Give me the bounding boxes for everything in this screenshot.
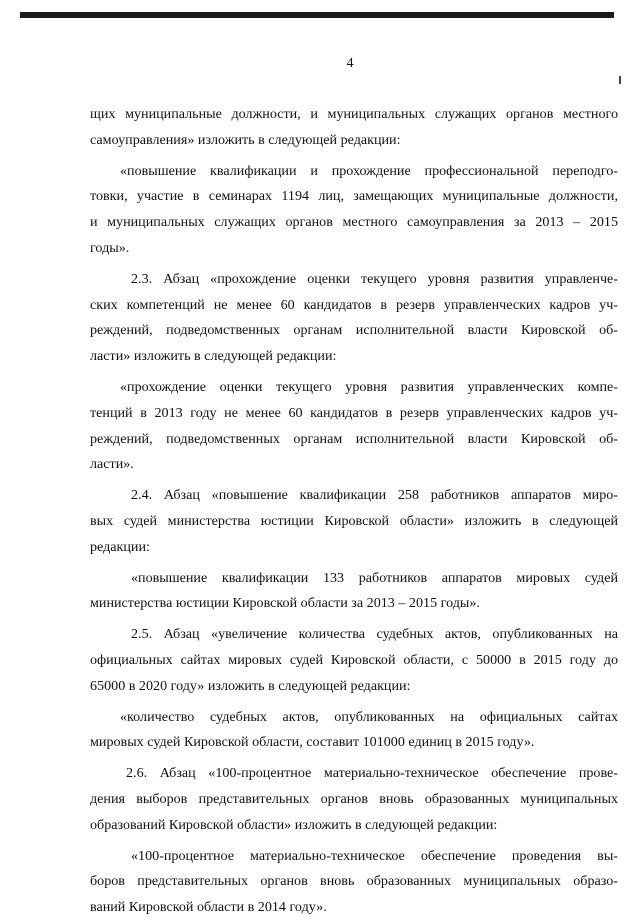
text-line: реждений, подведомственных органам исполнительной власти Кировской об- <box>90 322 618 339</box>
paragraph <box>90 102 618 154</box>
text-line: боров представительных органов вновь образованных муниципальных образо- <box>90 873 618 890</box>
page-top-border <box>20 12 614 18</box>
text-line: 2.6. Абзац «100-процентное материально-техническое обеспечение прове- <box>126 765 618 782</box>
text-line: товки, участие в семинарах 1194 лиц, замещающих муниципальные должности, <box>90 188 618 205</box>
text-line: 2.4. Абзац «повышение квалификации 258 работников аппаратов миро- <box>131 487 618 504</box>
page-number: 4 <box>346 56 354 71</box>
text-line: официальных сайтах мировых судей Кировской области, с 50000 в 2015 году до <box>90 651 618 668</box>
paragraph <box>90 184 618 261</box>
text-line: образований Кировской области» изложить в следующей редакции: <box>90 816 498 833</box>
text-line: 65000 в 2020 году» изложить в следующей редакции: <box>90 677 411 694</box>
paragraph <box>90 591 618 617</box>
text-line: ваний Кировской области в 2014 году». <box>90 899 327 916</box>
text-line: «количество судебных актов, опубликованных на официальных сайтах <box>120 708 618 725</box>
paragraph <box>90 648 618 700</box>
text-line: «100-процентное материально-техническое обеспечение проведения вы- <box>131 847 618 864</box>
text-line: годы». <box>90 239 130 256</box>
paragraph <box>90 787 618 839</box>
text-line: 2.5. Абзац «увеличение количества судебных актов, опубликованных на <box>131 626 618 643</box>
paragraph <box>90 267 618 293</box>
paragraph <box>90 622 618 648</box>
text-line: самоуправления» изложить в следующей редакции: <box>90 131 401 148</box>
scan-edge-mark <box>619 76 621 84</box>
text-line: 2.3. Абзац «прохождение оценки текущего уровня развития управленче- <box>131 270 618 287</box>
text-line: «прохождение оценки текущего уровня развития управленческих компе- <box>120 378 618 395</box>
text-line: «повышение квалификации и прохождение профессиональной переподго- <box>120 162 618 179</box>
paragraph <box>90 401 618 478</box>
text-line: мировых судей Кировской области, составит 101000 единиц в 2015 году». <box>90 734 535 751</box>
paragraph <box>90 375 618 401</box>
text-line: дения выборов представительных органов вновь образованных муниципальных <box>90 790 618 807</box>
text-line: вых судей министерства юстиции Кировской области» изложить в следующей <box>90 512 618 529</box>
paragraph <box>90 483 618 509</box>
paragraph <box>90 159 618 185</box>
text-line: ских компетенций не менее 60 кандидатов в резерв управленческих кадров уч- <box>90 296 618 313</box>
paragraph <box>90 869 618 921</box>
paragraph <box>90 761 618 787</box>
text-line: редакции: <box>90 538 150 555</box>
text-line: «повышение квалификации 133 работников аппаратов мировых судей <box>131 569 618 586</box>
document-body <box>90 102 618 921</box>
paragraph <box>90 844 618 870</box>
paragraph <box>90 509 618 561</box>
paragraph <box>90 705 618 731</box>
paragraph <box>90 293 618 370</box>
text-line: щих муниципальные должности, и муниципальных служащих органов местного <box>90 106 618 122</box>
text-line: и муниципальных служащих органов местного самоуправления за 2013 – 2015 <box>90 214 618 231</box>
paragraph <box>90 566 618 592</box>
text-line: ласти». <box>90 456 134 473</box>
paragraph <box>90 730 618 756</box>
text-line: министерства юстиции Кировской области за 2013 – 2015 годы». <box>90 595 480 612</box>
text-line: реждений, подведомственных органам исполнительной власти Кировской об- <box>90 430 618 447</box>
text-line: ласти» изложить в следующей редакции: <box>90 348 337 365</box>
text-line: тенций в 2013 году не менее 60 кандидатов в резерв управленческих кадров уч- <box>90 404 618 421</box>
